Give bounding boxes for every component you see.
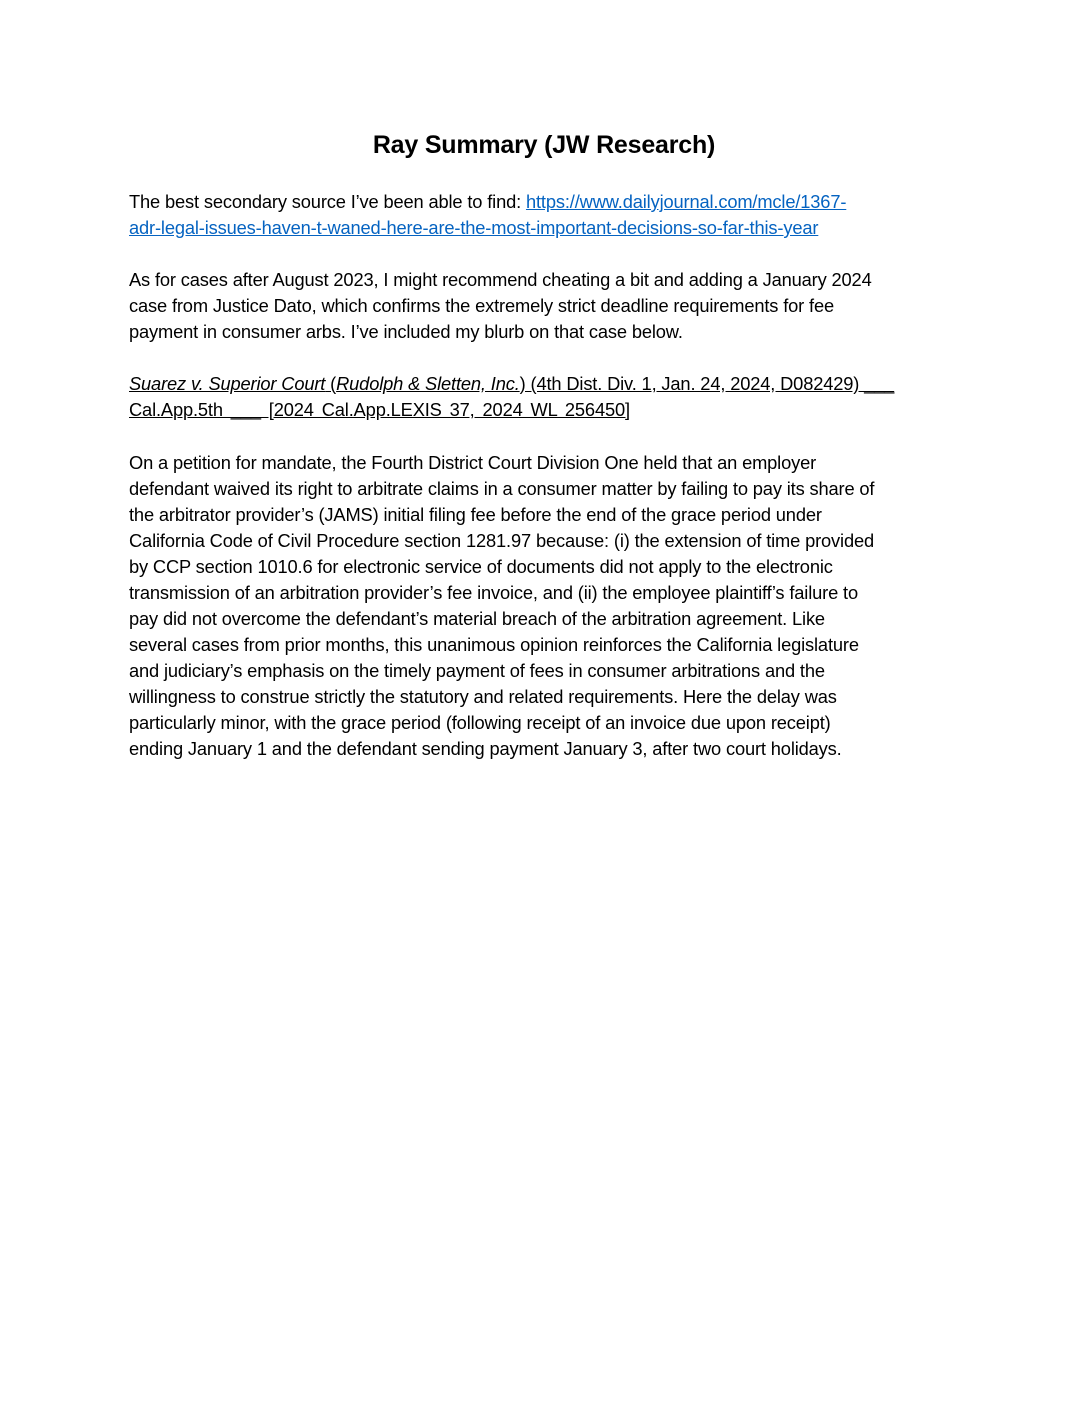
- summary-line: ending January 1 and the defendant sending payment January 3, after two court holidays.: [129, 738, 842, 759]
- summary-line: willingness to construe strictly the statutory and related requirements. Here the delay was: [129, 686, 837, 707]
- source-link-part-1[interactable]: https://www.dailyjournal.com/mcle/1367-: [525, 191, 847, 212]
- summary-line: several cases from prior months, this unanimous opinion reinforces the California legislature: [129, 634, 859, 655]
- summary-line: pay did not overcome the defendant’s material breach of the arbitration agreement. Like: [129, 608, 825, 629]
- case-name: Suarez v. Superior Court: [129, 373, 326, 394]
- case-citation-line-1: [129, 371, 894, 397]
- recommendation-line: case from Justice Dato, which confirms the extremely strict deadline requirements for fee: [129, 295, 834, 316]
- recommendation-line: payment in consumer arbs. I’ve included my blurb on that case below.: [129, 321, 683, 342]
- summary-line: by CCP section 1010.6 for electronic service of documents did not apply to the electronic: [129, 556, 833, 577]
- case-party: Rudolph & Sletten, Inc.: [336, 373, 520, 394]
- summary-line: defendant waived its right to arbitrate claims in a consumer matter by failing to pay its share of: [129, 478, 875, 499]
- recommendation-line: As for cases after August 2023, I might recommend cheating a bit and adding a January 2024: [129, 269, 872, 290]
- summary-line: and judiciary’s emphasis on the timely payment of fees in consumer arbitrations and the: [129, 660, 825, 681]
- summary-line: particularly minor, with the grace period (following receipt of an invoice due upon receipt): [129, 712, 831, 733]
- document-title: Ray Summary (JW Research): [372, 131, 716, 159]
- citation-details: ) (4th Dist. Div. 1, Jan. 24, 2024, D082429) ___: [519, 373, 895, 394]
- summary-line: transmission of an arbitration provider’s fee invoice, and (ii) the employee plaintiff’s failure to: [129, 582, 858, 603]
- intro-line-1: [129, 189, 846, 215]
- source-link-part-2[interactable]: adr-legal-issues-haven-t-waned-here-are-the-most-important-decisions-so-far-this-year: [129, 217, 819, 238]
- citation-paren: (: [325, 373, 337, 394]
- intro-text: The best secondary source I’ve been able to find:: [129, 191, 526, 212]
- summary-line: On a petition for mandate, the Fourth District Court Division One held that an employer: [129, 452, 817, 473]
- case-citation-line-2: Cal.App.5th ___ [2024 Cal.App.LEXIS 37, 2024 WL 256450]: [129, 399, 630, 420]
- summary-line: California Code of Civil Procedure section 1281.97 because: (i) the extension of time provided: [129, 530, 874, 551]
- intro-line-2: [129, 215, 818, 241]
- summary-line: the arbitrator provider’s (JAMS) initial filing fee before the end of the grace period under: [129, 504, 822, 525]
